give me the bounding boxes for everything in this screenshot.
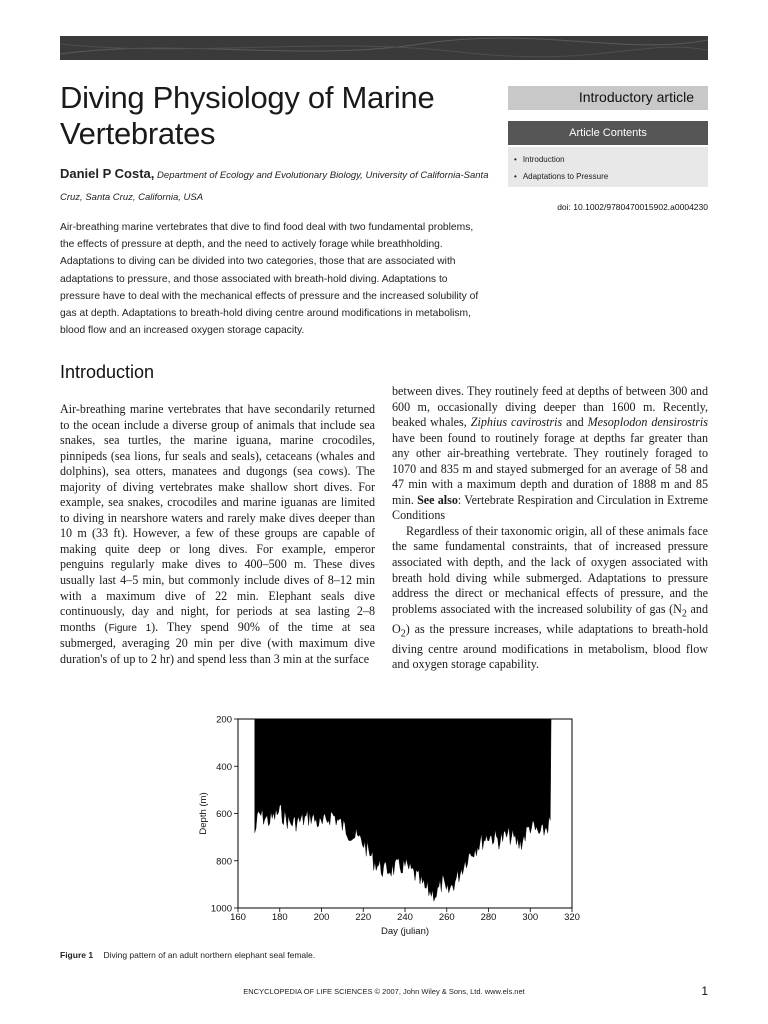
paragraph-text: Regardless of their taxonomic origin, all of these animals face the same fundamental constraints, that of increased pressure associated with depth, and the lack of oxygen associated with breath hold diving while submerged. Adaptations to pressure address the direct or mechanical effects of pressure, and the problems associated with the increased solubility of gas (N — [392, 523, 708, 616]
figure-caption — [60, 950, 660, 960]
dive-depth-chart — [190, 710, 590, 946]
article-contents-list — [508, 147, 708, 187]
doi: doi: 10.1002/9780470015902.a0004230 — [557, 202, 708, 212]
x-axis-label: Day (julian) — [380, 926, 430, 937]
y-axis-label: Depth (m) — [198, 792, 209, 835]
paragraph-text: have been found to routinely forage at depths far greater than any other air-breathing vertebrate. They routinely foraged to 1070 and 835 m and stayed submerged for an average of 58 and 47 min with a maximum depth and duration of 1888 m and 85 min. — [392, 430, 708, 507]
abstract: Air-breathing marine vertebrates that dive to find food deal with two fundamental problems, the effects of pressure at depth, and the need to actively forage while breathholding. Adaptations to diving can be divided into two categories, those that are associated with adaptations to pressure, and those associated with breath-hold diving. Adaptations to pressure have to deal with the mechanical effects of pressure and the increased solubility of gas at depth. Adaptations to breath-hold diving centre around modifications in metabolism, blood flow and an increased oxygen storage capacity. — [60, 222, 479, 337]
author-affiliation: Department of Ecology and Evolutionary Biology, University of California-Santa Cruz, Santa Cruz, California, USA — [60, 170, 489, 203]
species-name: Ziphius cavirostris — [470, 415, 563, 430]
see-also-link[interactable]: : Vertebrate Respiration and Circulation in Extreme Conditions — [392, 492, 708, 523]
y-tick-label: 600 — [216, 809, 232, 820]
x-tick-label: 160 — [230, 912, 246, 923]
paragraph-text: ) as the pressure increases, while adaptations to breath-hold diving centre around modifications in metabolism, blood flow and oxygen storage capability. — [392, 621, 708, 672]
figure-caption-text: Diving pattern of an adult northern elephant seal female. — [103, 950, 316, 960]
x-tick-label: 300 — [522, 912, 539, 923]
x-tick-label: 280 — [480, 912, 497, 923]
section-heading-introduction: Introduction — [60, 362, 155, 382]
species-name: Mesoplodon densirostris — [587, 415, 708, 430]
x-tick-label: 320 — [564, 912, 580, 923]
figure-1-chart — [190, 710, 590, 946]
contents-item-adaptations[interactable]: • Adaptations to Pressure — [512, 168, 708, 185]
paragraph-text: and — [562, 415, 588, 430]
body-paragraph — [392, 524, 708, 673]
figure-reference-link[interactable]: Figure 1 — [108, 622, 152, 634]
page-footer: ENCYCLOPEDIA OF LIFE SCIENCES © 2007, John Wiley & Sons, Ltd. www.els.net — [243, 987, 525, 996]
y-tick-label: 400 — [216, 761, 232, 773]
body-column-right — [392, 384, 708, 673]
y-tick-label: 1000 — [210, 903, 232, 915]
x-tick-label: 220 — [355, 912, 372, 923]
y-tick-label: 200 — [216, 714, 232, 726]
dive-depth-series — [255, 719, 551, 901]
see-also-label: See also — [417, 492, 458, 507]
author-name: Daniel P Costa, — [60, 166, 155, 181]
y-tick-label: 800 — [216, 856, 232, 868]
article-contents-header: Article Contents — [508, 121, 708, 145]
body-column-left — [60, 402, 375, 667]
figure-label: Figure 1 — [60, 950, 94, 960]
paragraph-text: Air-breathing marine vertebrates that have secondarily returned to the ocean include a diverse group of animals that include sea snakes, sea turtles, the marine iguana, marine crocodiles, pinnipeds (sea lions, fur seals and seals), cetaceans (whales and dolphins), sea otters, manatees and dugongs (sea cows). The majority of diving vertebrates make shallow short dives. For example, sea snakes, crocodiles and marine iguanas are limited to diving in nearshore waters and rarely make dives deeper than 10 m (33 ft). However, a few of these groups are capable of making quite deep or long dives. For example, emperor penguins regularly make dives to 400–500 m. These dives usually last 4–5 min, but commonly include dives of 8–12 min with a maximum dive of 22 min. Elephant seals dive continuously, day and night, for periods at sea lasting 2–8 months ( — [60, 402, 375, 634]
article-type-badge: Introductory article — [508, 86, 708, 110]
x-tick-label: 180 — [271, 912, 288, 923]
paragraph-text: ). They spend 90% of the time at sea submerged, averaging 20 min per dive (with maximum dive duration's of up to 2 hr) and spend less than 3 min at the surface — [60, 619, 376, 666]
body-paragraph — [392, 384, 708, 524]
paragraph-text: between dives. They routinely feed at depths of between 300 and 600 m, occasionally diving deeper than 1600 m. Recently, beaked whales, — [392, 384, 708, 430]
contents-item-introduction[interactable]: • Introduction — [512, 151, 708, 168]
body-paragraph — [60, 402, 375, 667]
x-tick-label: 200 — [313, 912, 330, 923]
subscript: 2 — [400, 628, 406, 640]
x-tick-label: 240 — [397, 912, 413, 923]
byline — [60, 163, 500, 209]
page-number: 1 — [701, 984, 708, 998]
article-title: Diving Physiology of Marine Vertebrates — [60, 80, 435, 151]
paragraph-text: and O — [392, 601, 708, 636]
header-decorative-bar — [60, 36, 708, 60]
subscript: 2 — [681, 608, 687, 620]
x-tick-label: 260 — [438, 912, 455, 923]
